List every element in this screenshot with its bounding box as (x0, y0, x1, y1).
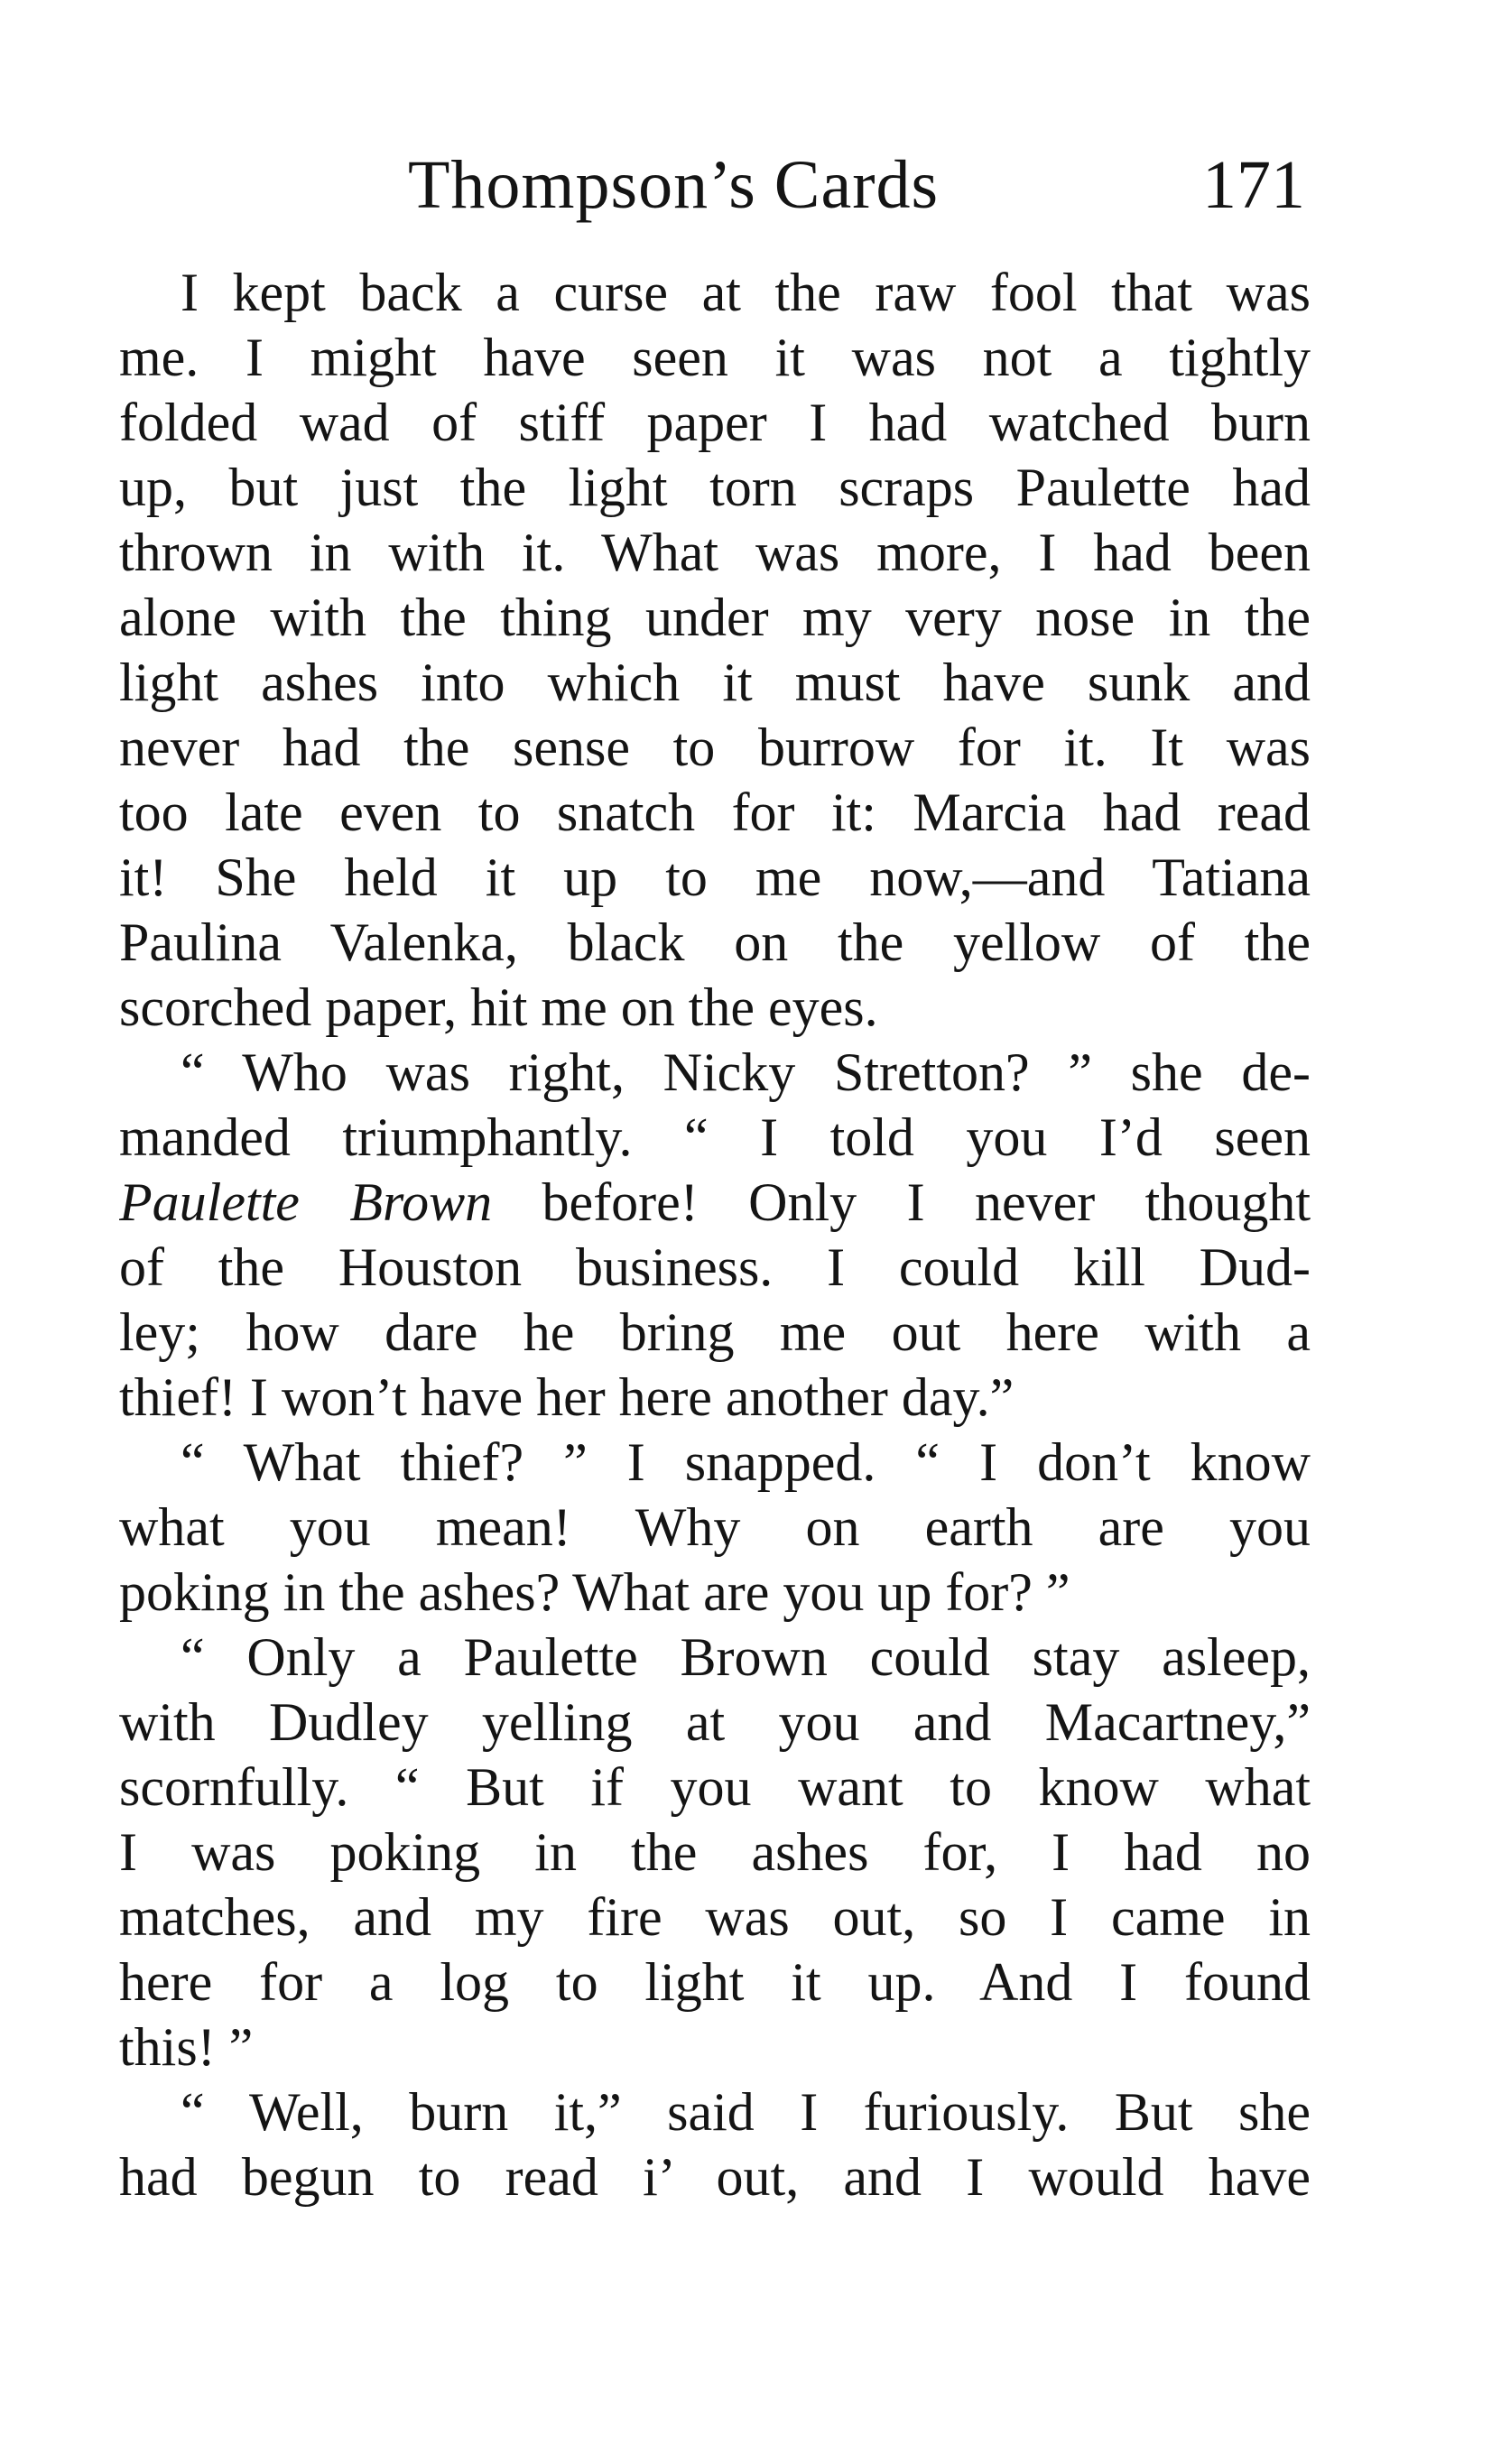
page-header (119, 144, 1311, 226)
text-segment: had begun to read i’ out, and I would have (119, 2147, 1311, 2207)
text-line (119, 390, 1311, 455)
text-segment: poking in the ashes? What are you up for? ” (119, 1562, 1070, 1622)
text-line (119, 2080, 1311, 2144)
text-segment: it! She held it up to me now,—and Tatiana (119, 848, 1311, 907)
text-line (119, 1365, 1311, 1430)
text-line (119, 1560, 1311, 1625)
text-segment: before! Only I never thought (492, 1172, 1311, 1232)
body-text (119, 260, 1311, 2209)
text-line (119, 1885, 1311, 1950)
text-line (119, 1755, 1311, 1820)
text-segment: thief! I won’t have her here another day.” (119, 1367, 1015, 1427)
text-segment: up, but just the light torn scraps Paulette had (119, 458, 1311, 517)
text-segment: what you mean! Why on earth are you (119, 1497, 1311, 1557)
text-line (119, 520, 1311, 585)
text-segment: this! ” (119, 2017, 254, 2077)
text-segment: scornfully. “ But if you want to know what (119, 1757, 1311, 1817)
text-segment: “ What thief? ” I snapped. “ I don’t know (181, 1432, 1311, 1492)
text-segment: “ Who was right, Nicky Stretton? ” she de- (181, 1042, 1311, 1102)
text-segment: I was poking in the ashes for, I had no (119, 1822, 1311, 1882)
running-title: Thompson’s Cards (408, 147, 940, 223)
text-line (119, 975, 1311, 1040)
text-line (119, 780, 1311, 845)
italic-text: Paulette Brown (119, 1172, 493, 1232)
text-segment: with Dudley yelling at you and Macartney,” (119, 1692, 1311, 1752)
text-segment: thrown in with it. What was more, I had been (119, 523, 1311, 582)
text-segment: here for a log to light it up. And I found (119, 1952, 1311, 2012)
text-line (119, 1235, 1311, 1300)
text-line (119, 585, 1311, 650)
text-line (119, 260, 1311, 325)
text-line (119, 1820, 1311, 1885)
text-segment: me. I might have seen it was not a tightly (119, 328, 1311, 387)
text-line (119, 1040, 1311, 1105)
text-line (119, 1170, 1311, 1235)
text-line (119, 910, 1311, 975)
text-segment: ley; how dare he bring me out here with a (119, 1302, 1311, 1362)
text-line (119, 1105, 1311, 1170)
text-line (119, 845, 1311, 910)
text-segment: “ Only a Paulette Brown could stay asleep, (181, 1627, 1311, 1687)
text-line (119, 1300, 1311, 1365)
text-line (119, 1430, 1311, 1495)
text-line (119, 1690, 1311, 1755)
text-line (119, 1950, 1311, 2015)
text-line (119, 325, 1311, 390)
text-line (119, 715, 1311, 780)
text-line (119, 650, 1311, 715)
text-segment: light ashes into which it must have sunk and (119, 653, 1311, 712)
text-segment: scorched paper, hit me on the eyes. (119, 977, 878, 1037)
text-line (119, 1495, 1311, 1560)
text-line (119, 2015, 1311, 2080)
text-segment: of the Houston business. I could kill Dud- (119, 1237, 1311, 1297)
text-segment: manded triumphantly. “ I told you I’d seen (119, 1107, 1311, 1167)
text-line (119, 2144, 1311, 2209)
text-segment: Paulina Valenka, black on the yellow of the (119, 912, 1311, 972)
text-segment: too late even to snatch for it: Marcia had read (119, 783, 1311, 842)
text-segment: never had the sense to burrow for it. It was (119, 718, 1311, 777)
page-number: 171 (1202, 147, 1305, 223)
text-line (119, 1625, 1311, 1690)
text-segment: “ Well, burn it,” said I furiously. But she (181, 2082, 1311, 2142)
text-line (119, 455, 1311, 520)
text-segment: matches, and my fire was out, so I came in (119, 1887, 1311, 1947)
text-segment: alone with the thing under my very nose in the (119, 588, 1311, 647)
text-segment: I kept back a curse at the raw fool that was (181, 263, 1311, 322)
text-segment: folded wad of stiff paper I had watched burn (119, 393, 1311, 452)
